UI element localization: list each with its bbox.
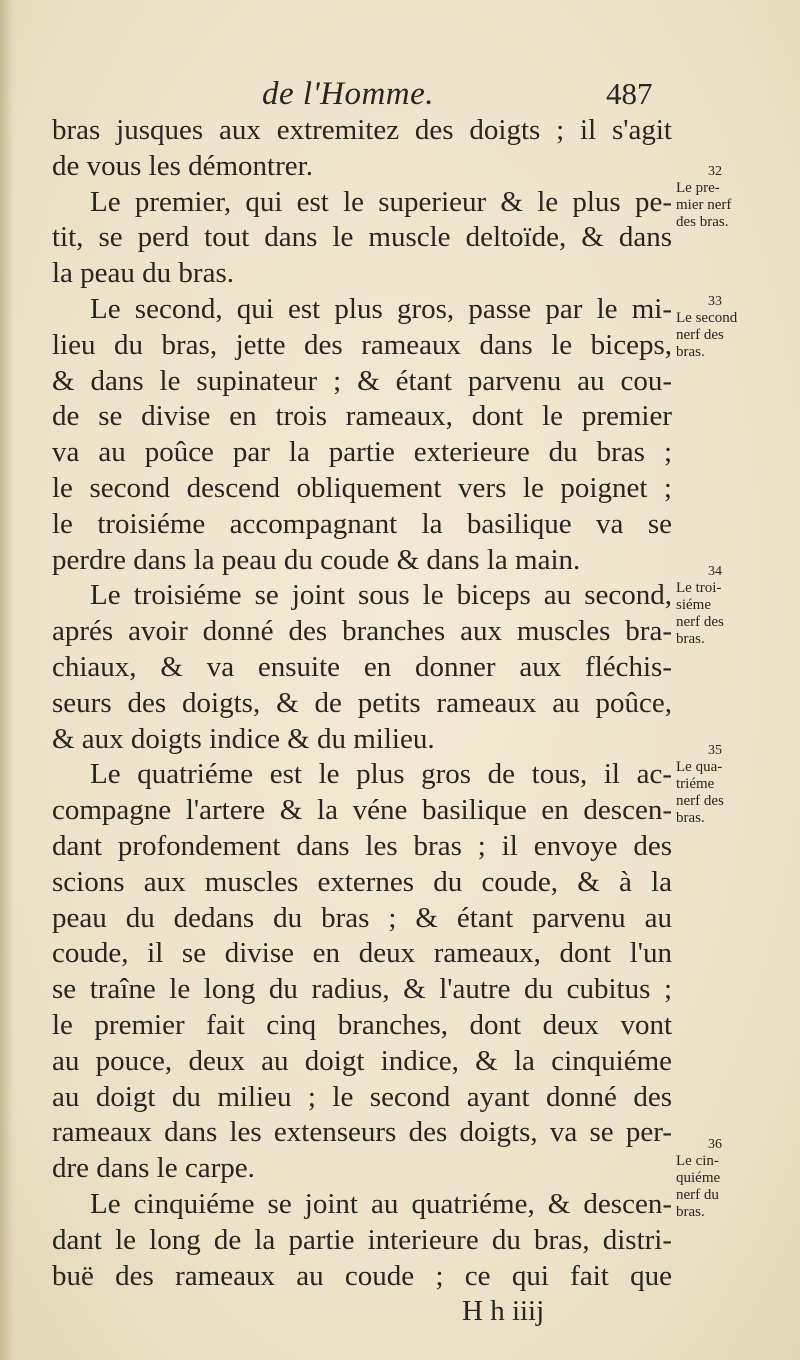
signature-mark: H h iiij: [462, 1295, 545, 1328]
margin-note-number: 35: [708, 743, 722, 758]
text-line: le second descend obliquement vers le poignet ;: [52, 471, 672, 504]
running-title: de l'Homme.: [262, 76, 435, 112]
text-line: buë des rameaux au coude ; ce qui fait que: [52, 1259, 672, 1292]
text-line: Le premier, qui est le superieur & le plus pe-: [90, 185, 672, 218]
text-line: aprés avoir donné des branches aux muscles bra-: [52, 615, 672, 648]
text-line: le troisiéme accompagnant la basilique va se: [52, 507, 672, 540]
margin-note-text: Le pre- mier nerf des bras.: [676, 180, 732, 230]
margin-note-number: 32: [708, 164, 722, 179]
text-line: Le cinquiéme se joint au quatriéme, & descen-: [90, 1187, 672, 1220]
margin-note-number: 33: [708, 294, 722, 309]
text-line: au doigt du milieu ; le second ayant donné des: [52, 1080, 672, 1113]
text-line: dre dans le carpe.: [52, 1152, 255, 1185]
text-line: & dans le supinateur ; & étant parvenu au cou-: [52, 364, 672, 397]
text-line: peau du dedans du bras ; & étant parvenu au: [52, 901, 672, 934]
margin-note-number: 34: [708, 564, 722, 579]
text-line: bras jusques aux extremitez des doigts ; il s'agit: [52, 114, 672, 146]
text-line: dant profondement dans les bras ; il envoye des: [52, 829, 672, 862]
text-line: Le quatriéme est le plus gros de tous, il ac-: [90, 758, 672, 791]
margin-note-text: Le second nerf des bras.: [676, 310, 738, 360]
text-line: rameaux dans les extenseurs des doigts, va se per-: [52, 1116, 672, 1149]
text-line: scions aux muscles externes du coude, & à la: [52, 865, 672, 898]
margin-note-32: [676, 163, 796, 231]
text-line: va au poûce par la partie exterieure du bras ;: [52, 436, 672, 469]
margin-note-text: Le cin- quiéme nerf du bras.: [676, 1153, 721, 1220]
margin-note-36: [676, 1136, 796, 1221]
text-line: la peau du bras.: [52, 257, 234, 290]
text-line: lieu du bras, jette des rameaux dans le biceps,: [52, 328, 672, 361]
margin-note-35: [676, 742, 796, 827]
text-line: de se divise en trois rameaux, dont le premier: [52, 400, 672, 433]
margin-note-34: [676, 563, 796, 648]
margin-note-text: Le qua- triéme nerf des bras.: [676, 759, 724, 826]
text-line: se traîne le long du radius, & l'autre du cubitus ;: [52, 973, 672, 1006]
text-line: perdre dans la peau du coude & dans la main.: [52, 543, 581, 576]
text-line: seurs des doigts, & de petits rameaux au poûce,: [52, 686, 672, 719]
text-line: & aux doigts indice & du milieu.: [52, 722, 435, 755]
text-line: au pouce, deux au doigt indice, & la cinquiéme: [52, 1044, 672, 1077]
text-line: compagne l'artere & la véne basilique en descen-: [52, 794, 672, 827]
text-line: chiaux, & va ensuite en donner aux fléchis-: [52, 650, 672, 683]
body-text: [52, 113, 672, 1330]
text-line: dant le long de la partie interieure du bras, distri-: [52, 1223, 672, 1256]
margin-note-33: [676, 293, 796, 361]
margin-note-number: 36: [708, 1137, 722, 1152]
text-line: tit, se perd tout dans le muscle deltoïde, & dans: [52, 221, 672, 254]
text-line: de vous les démontrer.: [52, 149, 313, 182]
page-number: 487: [606, 76, 653, 111]
margin-note-text: Le troi- siéme nerf des bras.: [676, 580, 724, 647]
text-line: coude, il se divise en deux rameaux, dont l'un: [52, 937, 672, 970]
text-line: Le second, qui est plus gros, passe par le mi-: [90, 292, 672, 325]
text-line: le premier fait cinq branches, dont deux vont: [52, 1008, 672, 1041]
text-line: Le troisiéme se joint sous le biceps au second,: [90, 579, 672, 612]
